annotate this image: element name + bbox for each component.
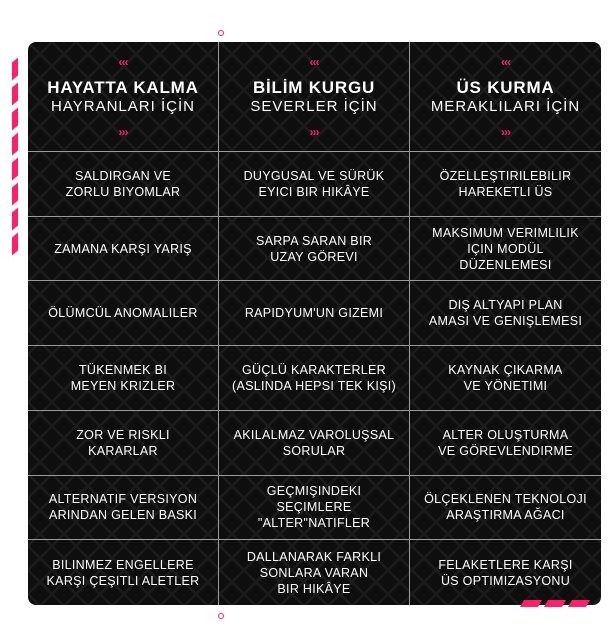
feature-text-line: ÖLÇEKLENEN TEKNOLOJI: [424, 492, 587, 507]
chevrons-left-icon: ‹‹‹: [309, 54, 319, 69]
column-header-survival: [28, 42, 219, 152]
feature-text-line: VE YÖNETIMI: [463, 378, 548, 393]
feature-text-line: DUYGUSAL VE SÜRÜK: [243, 168, 385, 183]
feature-cell: [28, 476, 219, 541]
feature-text-line: BILINMEZ ENGELLERE: [52, 557, 194, 572]
feature-cell: [410, 540, 601, 605]
feature-cell: [219, 281, 410, 346]
feature-text-line: ZAMANA KARŞI YARIŞ: [54, 241, 192, 256]
feature-text-line: ALTERNATIF VERSIYON: [48, 492, 198, 507]
feature-cell: [410, 411, 601, 476]
feature-cell: [28, 152, 219, 217]
feature-text-line: FELAKETLERE KARŞI: [438, 557, 573, 572]
feature-cell: [410, 476, 601, 541]
feature-text-line: MEYEN KRIZLER: [70, 378, 176, 393]
decorative-dot-bottom: [218, 613, 224, 619]
chevrons-left-icon: ‹‹‹: [118, 54, 128, 69]
feature-cell: [219, 411, 410, 476]
feature-cell: [410, 217, 601, 282]
feature-text-line: DÜZENLEMESI: [459, 257, 552, 272]
feature-text-line: GEÇMIŞINDEKI SEÇIMLERE: [266, 484, 362, 515]
feature-text-line: TÜKENMEK BI: [78, 362, 168, 377]
feature-text-line: HAREKETLI ÜS: [458, 184, 553, 199]
feature-text-line: (ASLINDA HEPSI TEK KIŞI): [232, 378, 396, 393]
column-header-subtitle: HAYRANLARI İÇİN: [51, 97, 195, 115]
column-header-subtitle: SEVERLER İÇİN: [250, 97, 378, 115]
feature-text-line: ZOR VE RISKLI: [76, 427, 170, 442]
column-header-basebuilding: [410, 42, 601, 152]
feature-text-line: UZAY GÖREVI: [270, 249, 358, 264]
feature-cell: [219, 217, 410, 282]
column-header-title: BİLİM KURGU: [252, 77, 376, 97]
feature-text-line: VE GÖREVLENDIRME: [438, 443, 573, 458]
column-header-title: ÜS KURMA: [456, 77, 555, 97]
feature-cell: [28, 346, 219, 411]
feature-cell: [410, 152, 601, 217]
feature-text-line: ÖZELLEŞTIRILEBILIR: [439, 168, 572, 183]
feature-text-line: SARPA SARAN BIR: [255, 233, 373, 248]
chevrons-right-icon: ›››: [118, 124, 128, 139]
feature-cell: [410, 346, 601, 411]
feature-text-line: KAYNAK ÇIKARMA: [448, 362, 563, 377]
feature-text-line: DIŞ ALTYAPI PLAN: [448, 298, 563, 313]
feature-cell: [219, 540, 410, 605]
feature-text-line: MAKSIMUM VERIMLILIK: [432, 225, 579, 240]
feature-text-line: ÜS OPTIMIZASYONU: [440, 573, 571, 588]
feature-text-line: SORULAR: [282, 443, 346, 458]
feature-cell: [28, 281, 219, 346]
feature-text-line: SALDIRGAN VE: [75, 168, 171, 183]
feature-text-line: IÇIN MODÜL: [467, 241, 544, 256]
comparison-grid: [28, 42, 601, 605]
feature-text-line: EYICI BIR HIKÂYE: [258, 184, 370, 199]
feature-text-line: KARARLAR: [88, 443, 158, 458]
feature-text-line: BIR HIKÂYE: [277, 581, 351, 596]
feature-cell: [28, 411, 219, 476]
feature-text-line: ÖLÜMCÜL ANOMALILER: [48, 306, 198, 321]
feature-text-line: ARINDAN GELEN BASKI: [48, 508, 198, 523]
feature-cell: [410, 281, 601, 346]
feature-text-line: AMASI VE GENIŞLEMESI: [428, 314, 583, 329]
chevrons-right-icon: ›››: [501, 124, 510, 139]
decorative-stripes-left: [12, 60, 22, 260]
feature-text-line: ALTER OLUŞTURMA: [442, 427, 569, 442]
feature-text-line: SONLARA VARAN: [259, 565, 369, 580]
feature-text-line: DALLANARAK FARKLI: [246, 549, 382, 564]
column-header-scifi: [219, 42, 410, 152]
feature-cell: [219, 346, 410, 411]
column-header-subtitle: MERAKLILARI İÇİN: [430, 97, 581, 115]
decorative-stripes-corner: [522, 600, 592, 610]
feature-text-line: AKILALMAZ VAROLUŞSAL: [233, 427, 395, 442]
column-header-title: HAYATTA KALMA: [47, 77, 199, 97]
feature-text-line: ZORLU BIYOMLAR: [65, 184, 181, 199]
feature-cell: [219, 476, 410, 541]
feature-cell: [28, 540, 219, 605]
feature-cell: [28, 217, 219, 282]
feature-text-line: "ALTER"NATIFLER: [257, 516, 371, 531]
chevrons-left-icon: ‹‹‹: [501, 54, 510, 69]
comparison-board: [28, 42, 601, 605]
feature-text-line: GÜÇLÜ KARAKTERLER: [241, 362, 387, 377]
chevrons-right-icon: ›››: [309, 124, 319, 139]
feature-text-line: RAPIDYUM'UN GIZEMI: [244, 306, 384, 321]
decorative-dot-top: [218, 30, 224, 36]
feature-text-line: ARAŞTIRMA AĞACI: [446, 508, 565, 523]
feature-text-line: KARŞI ÇEŞITLI ALETLER: [46, 573, 200, 588]
feature-cell: [219, 152, 410, 217]
